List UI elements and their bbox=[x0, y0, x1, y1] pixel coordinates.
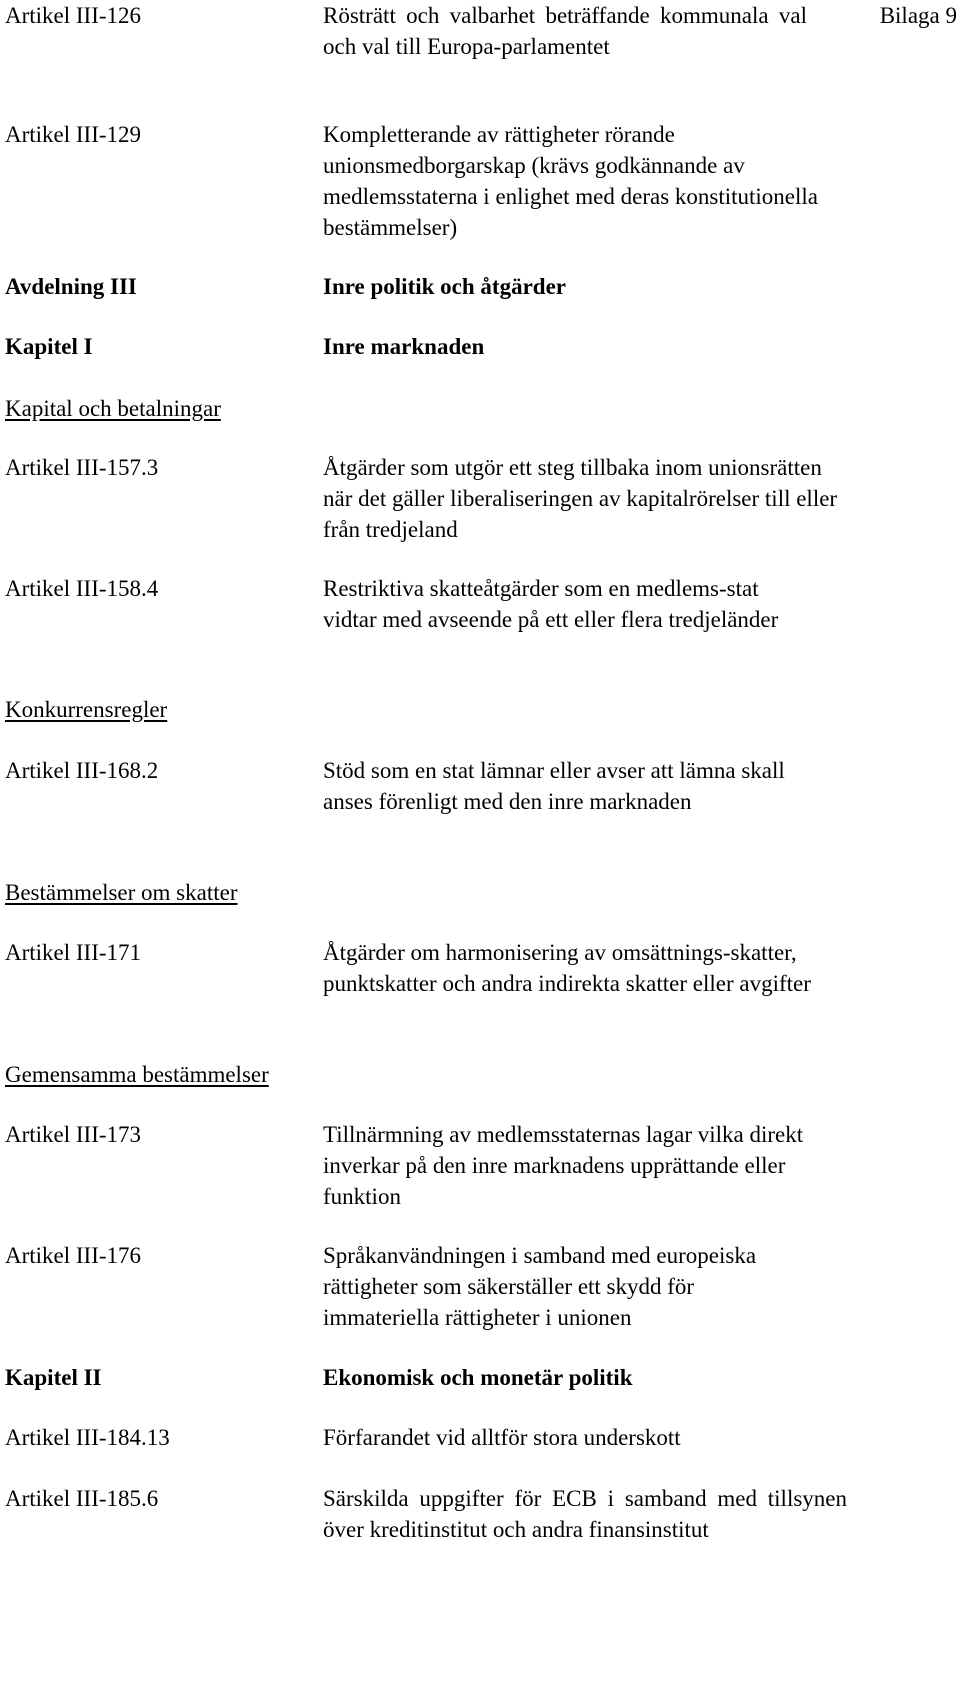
article-desc: Restriktiva skatteåtgärder som en medlems-stat vidtar med avseende på ett eller flera tredjeländer bbox=[323, 576, 779, 632]
article-desc: Förfarandet vid alltför stora underskott bbox=[323, 1425, 681, 1450]
division-title: Inre politik och åtgärder bbox=[323, 274, 566, 299]
chapter-title: Ekonomisk och monetär politik bbox=[323, 1365, 633, 1390]
article-ref: Artikel III-129 bbox=[5, 122, 142, 147]
article-desc: Åtgärder som utgör ett steg tillbaka inom unionsrätten när det gäller liberaliseringen av kapitalrörelser till eller från tredjeland bbox=[323, 455, 838, 542]
section-heading-competition: Konkurrensregler bbox=[5, 697, 168, 722]
article-desc: Kompletterande av rättigheter rörande unionsmedborgarskap (krävs godkännande av medlemsstaterna i enlighet med deras konstitutionella bestämmelser) bbox=[323, 122, 819, 240]
article-desc: Särskilda uppgifter för ECB i samband med tillsynen över kreditinstitut och andra finansinstitut bbox=[323, 1486, 847, 1542]
section-heading-capital: Kapital och betalningar bbox=[5, 396, 221, 421]
article-ref: Artikel III-171 bbox=[5, 940, 142, 965]
article-ref: Artikel III-126 bbox=[5, 3, 142, 28]
article-ref: Artikel III-158.4 bbox=[5, 576, 159, 601]
article-ref: Artikel III-173 bbox=[5, 1122, 142, 1147]
article-desc: Stöd som en stat lämnar eller avser att lämna skall anses förenligt med den inre marknaden bbox=[323, 758, 785, 814]
chapter-ref: Kapitel II bbox=[5, 1365, 102, 1390]
article-ref: Artikel III-176 bbox=[5, 1243, 142, 1268]
section-heading-taxes: Bestämmelser om skatter bbox=[5, 880, 238, 905]
article-ref: Artikel III-185.6 bbox=[5, 1486, 159, 1511]
article-ref: Artikel III-157.3 bbox=[5, 455, 159, 480]
article-ref: Artikel III-168.2 bbox=[5, 758, 159, 783]
section-heading-common: Gemensamma bestämmelser bbox=[5, 1062, 269, 1087]
article-desc: Åtgärder om harmonisering av omsättnings-skatter, punktskatter och andra indirekta skatter eller avgifter bbox=[323, 940, 811, 996]
chapter-ref: Kapitel I bbox=[5, 334, 93, 359]
appendix-label: Bilaga 9 bbox=[879, 3, 957, 28]
article-ref: Artikel III-184.13 bbox=[5, 1425, 170, 1450]
article-desc: Språkanvändningen i samband med europeiska rättigheter som säkerställer ett skydd för immateriella rättigheter i unionen bbox=[323, 1243, 757, 1330]
division-ref: Avdelning III bbox=[5, 274, 137, 299]
article-desc: Rösträtt och valbarhet beträffande kommunala val och val till Europa-parlamentet bbox=[323, 3, 807, 59]
article-desc: Tillnärmning av medlemsstaternas lagar vilka direkt inverkar på den inre marknadens upprättande eller funktion bbox=[323, 1122, 804, 1209]
chapter-title: Inre marknaden bbox=[323, 334, 485, 359]
